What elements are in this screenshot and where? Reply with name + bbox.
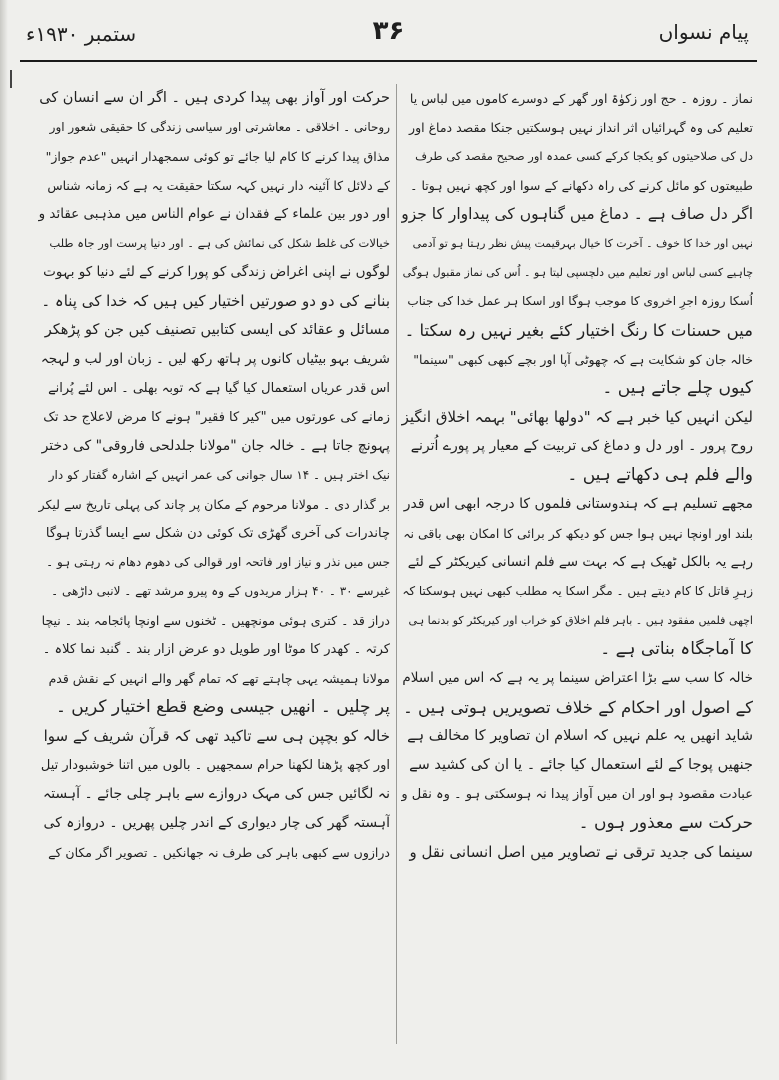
left-column-line: درازوں سے کبھی باہر کی طرف نہ جھانکیں ۔ تصویر اگر مکان کے: [48, 845, 390, 860]
right-column-line: خالہ جان کو شکایت ہے کہ چھوٹی آپا اور بچے کبھی کبھی "سینما": [413, 352, 753, 367]
left-column-line: مذاق پیدا کرنے کا کام لیا جائے تو کوئی سمجھدار انہیں "عدم جواز": [45, 149, 390, 164]
right-column-line: کے اصول اور احکام کے خلاف تصویریں ہوتی ہیں ۔: [403, 698, 753, 717]
left-column-line: حرکت اور آواز بھی پیدا کردی ہیں ۔ اگر ان سے انسان کی: [39, 90, 390, 106]
right-column-line: شاید انھیں یہ علم نہیں کہ اسلام ان تصاویر کا مخالف ہے: [407, 728, 753, 744]
left-column-line: زمانے کی عورتوں میں "کیر کا فقیر" ہونے کا مرض لاعلاج حد تک: [43, 410, 390, 425]
left-column-line: روحانی ۔ اخلاقی ۔ معاشرتی اور سیاسی زندگی کا حقیقی شعور اور: [49, 120, 390, 134]
right-column-line: مجھے تسلیم ہے کہ ہندوستانی فلموں کا درجہ ابھی اس قدر: [403, 496, 753, 512]
left-column-line: بر گذار دی ۔ مولانا مرحوم کے مکان پر چاند کی پہلی تاریخ سے لیکر: [38, 497, 390, 512]
right-column-line: بلند اور اونچا نہیں ہوا جس کو دیکھ کر برائی کا امکان بھی باقی نہ: [403, 526, 753, 541]
left-column-line: کے دلائل کا آئینہ دار نہیں کہہ سکتا حقیقت یہ ہے کہ زمانہ شناس: [47, 178, 390, 193]
right-column-line: جنھیں پوجا کے لئے استعمال کیا جائے ۔ یا ان کی کشید سے: [409, 757, 753, 773]
left-column-line: آہستہ گھر کی چار دیواری کے اندر چلیں پھریں ۔ دروازہ کی: [43, 815, 390, 831]
left-column-line: اور دور بین علماء کے فقدان نے عوام الناس میں مذہبی عقائد و: [38, 206, 390, 222]
right-column-line: عبادت مقصود ہو اور ان میں آواز پیدا نہ ہوسکتی ہو ۔ وہ نقل و: [401, 787, 753, 802]
right-column-line: اُسکا روزہ اجرِ اخروی کا موجب ہوگا اور اسکا ہر عمل خدا کی جناب: [407, 294, 753, 308]
right-column-line: میں حسنات کا رنگ اختیار کئے بغیر نہیں رہ سکتا ۔: [404, 321, 753, 340]
left-column-line: نہ لگائیں جس کی مہک دروازے سے باہر چلی جائے ۔ آہستہ: [43, 786, 390, 802]
left-column-line: اس قدر عریاں استعمال کیا گیا ہے کہ توبہ بھلی ۔ اس لئے پُرانے: [48, 381, 390, 396]
left-column-line: مولانا ہمیشہ یہی چاہتے تھے کہ تمام گھر والے انہیں کے نقش قدم: [48, 671, 390, 686]
right-column-line: حرکت سے معذور ہوں ۔: [578, 813, 753, 833]
page-number: ۳۶: [372, 16, 405, 46]
margin-mark: [10, 70, 12, 88]
magazine-title: پیام نسواں: [658, 20, 749, 44]
right-column-line: اچھی فلمیں مفقود ہیں ۔ باہر فلم اخلاق کو خراب اور کیریکٹر کو بدنما ہی: [408, 614, 753, 627]
right-column-line: سینما کی جدید ترقی نے تصاویر میں اصل انسانی نقل و: [409, 843, 753, 861]
left-column-line: پر چلیں ۔ انھیں جیسی وضع قطع اختیار کریں ۔: [55, 697, 390, 717]
left-column-line: لوگوں نے اپنی اغراض زندگی کو پورا کرنے کے لئے دنیا کو بہوت: [43, 264, 390, 280]
right-column-line: کا آماجگاہ بناتی ہے ۔: [600, 639, 753, 659]
right-column-line: اگر دل صاف ہے ۔ دماغ میں گناہوں کی پیداوار کا جزو: [401, 205, 753, 223]
left-column-line: نیک اختر ہیں ۔ ۱۴ سال جوانی کی عمر انہیں کے اشارہ گفتار کو دار: [48, 468, 390, 482]
left-column-line: کرتہ ۔ کھدر کا موٹا اور طویل دو عرض ازار بند ۔ گنبد نما کلاہ ۔: [42, 642, 390, 657]
left-column-line: اور کچھ پڑھنا لکھنا حرام سمجھیں ۔ بالوں میں اتنا خوشبودار تیل: [40, 758, 390, 773]
page-header: [20, 14, 757, 58]
left-column-line: دراز قد ۔ کتری ہوئی مونچھیں ۔ ٹخنوں سے اونچا پائجامہ بند ۔ نیچا: [41, 613, 390, 628]
right-column-line: رہے یہ بالکل ٹھیک ہے کہ بہت سے فلم انسانی کیریکٹر کے لئے: [407, 554, 753, 570]
right-column-line: زہرِ قاتل کا کام دیتے ہیں ۔ مگر اسکا یہ مطلب کبھی نہیں ہوسکتا کہ: [402, 584, 753, 598]
right-column-line: دل کی صلاحیتوں کو یکجا کرکے کسی عمدہ اور صحیح مقصد کی طرف: [415, 149, 753, 163]
left-column: [38, 84, 390, 867]
left-column-line: خالہ کو بچپن ہی سے تاکید تھی کہ قرآن شریف کے سوا: [43, 727, 390, 745]
left-column-line: بنانے کی دو دو صورتیں اختیار کیں ہیں کہ خدا کی پناہ ۔: [41, 292, 390, 310]
left-column-line: مسائل و عقائد کی ایسی کتابیں تصنیف کیں جن کو پڑھکر: [44, 322, 390, 338]
left-column-line: پہونچ جاتا ہے ۔ خالہ جان "مولانا جلدلحی فاروقی" کی دختر: [41, 438, 390, 454]
left-column-line: غیرسے ۳۰ ۔ ۴۰ ہزار مریدوں کے وہ پیرو مرشد تھے ۔ لانبی داڑھی ۔: [51, 584, 390, 598]
right-column-line: تعلیم کی وہ گہرائیاں اثر انداز نہیں ہوسکتیں جنکا مقصد دماغ اور: [409, 120, 753, 135]
right-column-line: والے فلم ہی دکھاتے ہیں ۔: [567, 465, 753, 485]
right-column-line: خالہ کا سب سے بڑا اعتراض سینما پر یہ ہے کہ اس میں اسلام: [402, 670, 753, 686]
header-rule: [20, 60, 757, 62]
left-column-line: خیالات کی غلط شکل کی نمائش کی ہے ۔ اور دنیا پرست اور جاہ طلب: [49, 236, 390, 250]
right-column-line: طبیعتوں کو مائل کرنے کی راہ دکھانے کے سوا اور کچھ نہیں ہوتا ۔: [410, 178, 753, 193]
left-column-line: شریف بہو بیٹیاں کانوں پر ہاتھ رکھ لیں ۔ زبان اور لب و لہجہ: [40, 351, 390, 367]
right-column-line: نہیں اور خدا کا خوف ۔ آخرت کا خیال بہرقیمت پیش نظر رہتا ہو تو آدمی: [412, 237, 753, 250]
issue-date: ستمبر ۱۹۳۰ء: [26, 22, 137, 46]
right-column-line: روح پرور ۔ اور دل و دماغ کی تربیت کے معیار پر پورے اُترنے: [410, 438, 753, 454]
column-divider: [396, 84, 397, 1044]
right-column-line: کیوں چلے جاتے ہیں ۔: [602, 378, 753, 398]
right-column-line: نماز ۔ روزہ ۔ حج اور زکوٰۃ اور گھر کے دوسرے کاموں میں لباس یا: [409, 91, 753, 106]
right-column-line: لیکن انہیں کیا خبر ہے کہ "دولھا بھائی" بہمہ اخلاق انگیز: [401, 408, 753, 426]
right-column: [401, 84, 753, 867]
right-column-line: چاہیے کسی لباس اور تعلیم میں دلچسپی لیتا ہو ۔ اُس کی نماز مقبول ہوگی: [402, 266, 753, 279]
left-column-line: چاندرات کی آخری گھڑی تک کوئی دن شکل سے ایسا گذرتا ہوگا: [45, 526, 390, 541]
left-column-line: جس میں نذر و نیاز اور فاتحہ اور قوالی کی دھوم دھام نہ رہتی ہو ۔: [46, 555, 390, 569]
